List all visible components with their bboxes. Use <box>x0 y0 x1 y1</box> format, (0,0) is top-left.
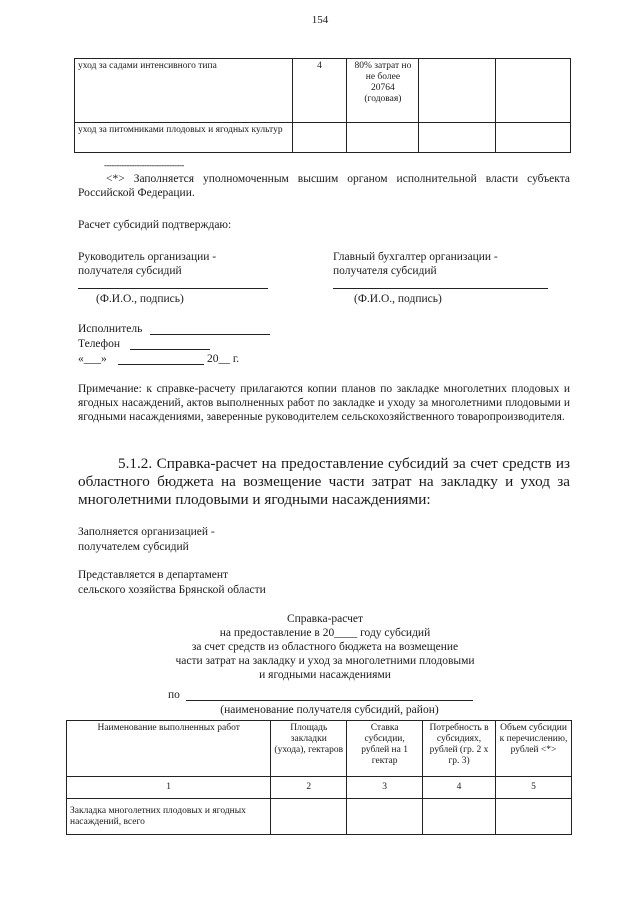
volume-cell <box>496 59 571 123</box>
executor-field[interactable] <box>150 334 270 335</box>
title-line: Справка-расчет <box>286 613 364 625</box>
head-left-subtitle: получателя субсидий <box>78 265 182 277</box>
column-number: 1 <box>67 777 271 799</box>
area-cell[interactable] <box>271 799 347 835</box>
signature-line-left[interactable] <box>78 288 268 289</box>
title-line: части затрат на закладку и уход за многолетними плодовыми <box>175 655 475 667</box>
header-cell: Потребность в субсидиях, рублей (гр. 2 х гр. 3) <box>423 721 496 777</box>
rate-cell[interactable] <box>347 799 423 835</box>
column-number: 5 <box>496 777 572 799</box>
work-name-cell: Закладка многолетних плодовых и ягодных насаждений, всего <box>67 799 271 835</box>
rate-line: 80% затрат но <box>354 61 412 71</box>
table-row <box>67 799 572 835</box>
section-heading-text: 5.1.2. Справка-расчет на предоставление субсидий за счет средств из областного бюджета на возмещение части затрат на закладку и уход за многолетними плодовыми и ягодными насаждениями: <box>78 455 570 508</box>
table-row <box>75 59 571 123</box>
top-table <box>74 58 571 153</box>
note-paragraph: Примечание: к справке-расчету прилагаются копии планов по закладке многолетних плодовых и ягодных насаждений, актов выполненных работ по закладке и уходу за многолетними плодовыми и ягодными насаждениями, заверенные руководителем сельскохозяйственного товаропроизводителя. <box>78 383 570 423</box>
table-row <box>75 123 571 153</box>
work-name-cell: уход за питомниками плодовых и ягодных культур <box>75 123 293 153</box>
submitted-to-line1: Представляется в департамент <box>78 569 229 581</box>
executor-label: Исполнитель <box>78 323 143 335</box>
volume-cell <box>496 123 571 153</box>
need-cell <box>419 123 496 153</box>
column-number: 4 <box>423 777 496 799</box>
recipient-field[interactable] <box>186 700 473 701</box>
title-line: и ягодными насаждениями <box>259 669 391 681</box>
phone-field[interactable] <box>130 349 210 350</box>
title-line: на предоставление в 20____ году субсидий <box>219 627 431 639</box>
filled-by-line1: Заполняется организацией - <box>78 526 215 538</box>
head-right-title: Главный бухгалтер организации - <box>333 251 498 263</box>
need-cell <box>419 59 496 123</box>
signature-line-right[interactable] <box>333 288 548 289</box>
header-cell: Наименование выполненных работ <box>67 721 271 777</box>
page-number: 154 <box>311 14 329 26</box>
fio-caption-right: (Ф.И.О., подпись) <box>354 293 442 305</box>
subsidy-table <box>66 720 572 835</box>
filled-by-line2: получателем субсидий <box>78 541 189 553</box>
date-year: 20__ г. <box>207 353 240 365</box>
form-title <box>140 612 510 682</box>
header-cell: Площадь закладки (ухода), гектаров <box>271 721 347 777</box>
rate-line: (годовая) <box>364 94 402 104</box>
table-header-row <box>67 721 572 777</box>
column-number: 3 <box>347 777 423 799</box>
head-left-title: Руководитель организации - <box>78 251 217 263</box>
rate-line: не более <box>365 72 401 82</box>
volume-cell[interactable] <box>496 799 572 835</box>
head-right-subtitle: получателя субсидий <box>333 265 437 277</box>
work-name-cell: уход за садами интенсивного типа <box>75 59 293 123</box>
title-line: за счет средств из областного бюджета на возмещение <box>191 641 459 653</box>
column-number: 2 <box>271 777 347 799</box>
phone-label: Телефон <box>78 338 121 350</box>
need-cell[interactable] <box>423 799 496 835</box>
po-label: по <box>168 689 180 701</box>
date-month-field[interactable] <box>118 364 204 365</box>
rate-cell <box>347 59 419 123</box>
footnote <box>78 172 570 200</box>
fio-caption-left: (Ф.И.О., подпись) <box>96 293 184 305</box>
date-day: «___» <box>78 353 107 365</box>
header-cell: Объем субсидии к перечислению, рублей <*> <box>496 721 572 777</box>
rate-line: 20764 <box>371 83 395 93</box>
confirm-line: Расчет субсидий подтверждаю: <box>78 219 232 231</box>
footnote-text: <*> Заполняется уполномоченным высшим органом исполнительной власти субъекта Российской Федерации. <box>78 173 570 199</box>
area-cell <box>292 123 347 153</box>
column-number-row <box>67 777 572 799</box>
section-heading <box>78 455 570 509</box>
footnote-separator: -------------------------------- <box>104 160 184 170</box>
recipient-caption: (наименование получателя субсидий, район) <box>220 704 439 716</box>
submitted-to-line2: сельского хозяйства Брянской области <box>78 584 266 596</box>
rate-cell <box>347 123 419 153</box>
header-cell: Ставка субсидии, рублей на 1 гектар <box>347 721 423 777</box>
area-cell: 4 <box>292 59 347 123</box>
